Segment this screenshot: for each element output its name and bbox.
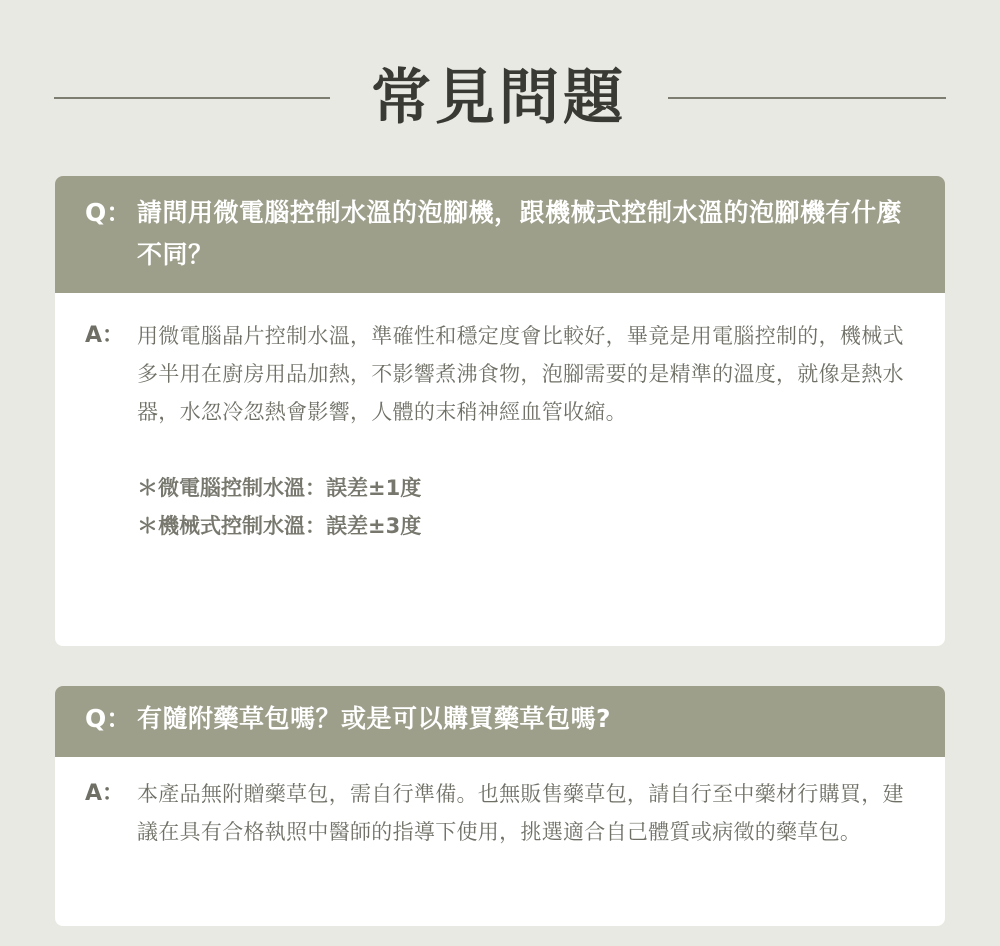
page-title: 常見問題 <box>371 63 627 133</box>
temperature-error-notes <box>137 469 917 545</box>
question-text: 請問用微電腦控制水溫的泡腳機，跟機械式控制水溫的泡腳機有什麼不同？ <box>137 198 903 269</box>
question-text: 有隨附藥草包嗎？或是可以購買藥草包嗎? <box>137 704 612 733</box>
title-divider-left <box>54 97 330 99</box>
answer-prefix: A： <box>85 781 125 806</box>
faq-answer <box>55 757 945 851</box>
question-prefix: Q： <box>85 198 132 227</box>
page-header <box>0 56 1000 140</box>
answer-body <box>137 775 917 851</box>
faq-item-foot-bath-temperature-control <box>55 176 945 646</box>
answer-prefix: A： <box>85 323 125 348</box>
note-microcomputer-error: ＊微電腦控制水溫：誤差±1度 <box>137 476 422 500</box>
title-divider-right <box>668 97 946 99</box>
answer-text: 用微電腦晶片控制水溫，準確性和穩定度會比較好，畢竟是用電腦控制的，機械式多半用在廚房用品加熱，不影響煮沸食物，泡腳需要的是精準的溫度，就像是熱水器，水忽冷忽熱會影響，人體的末稍神經血管收縮。 <box>137 324 904 424</box>
note-mechanical-error: ＊機械式控制水溫：誤差±3度 <box>137 514 422 538</box>
faq-question-bar <box>55 176 945 293</box>
faq-answer <box>55 293 945 545</box>
question-prefix: Q： <box>85 704 132 733</box>
faq-item-herbal-pack <box>55 686 945 926</box>
answer-body <box>137 317 917 545</box>
faq-question-bar <box>55 686 945 757</box>
answer-text: 本產品無附贈藥草包，需自行準備。也無販售藥草包，請自行至中藥材行購買，建議在具有合格執照中醫師的指導下使用，挑選適合自己體質或病徵的藥草包。 <box>137 782 904 844</box>
